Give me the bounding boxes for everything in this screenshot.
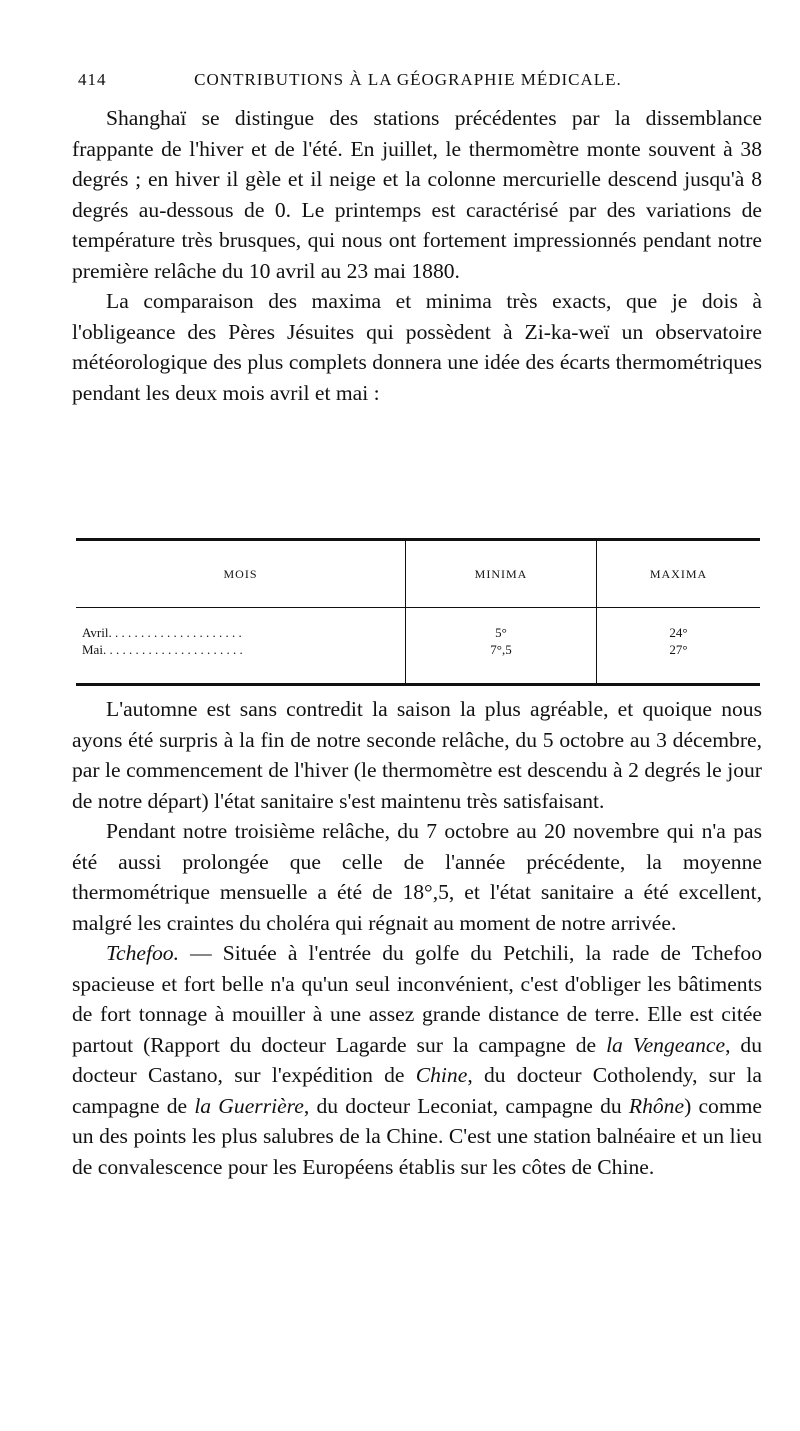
maxima-cell [597,608,761,685]
minima-mai: 7°,5 [490,642,512,657]
col-header-minima: MINIMA [406,540,597,608]
text-segment: , du docteur Castano, sur l'expédition de [72,1032,762,1087]
paragraph-shanghai: Shanghaï se distingue des stations précédentes par la dissemblance frappante de l'hiver et de l'été. En juillet, le thermomètre monte souvent à 38 degrés ; en hiver il gèle et il neige et la colonne mercurielle descend jusqu'à 8 degrés au-dessous de 0. Le printemps est caractérisé par des variations de température très brusques, qui nous ont fortement impressionnés pendant notre première relâche du 10 avril au 23 mai 1880. [72,106,762,283]
paragraph-tchefoo [72,938,762,1182]
temperature-table [76,538,760,686]
minima-cell [406,608,597,685]
paragraph-troisieme-relache: Pendant notre troisième relâche, du 7 octobre au 20 novembre qui n'a pas été aussi prolongée que celle de l'année précédente, la moyenne thermométrique mensuelle a été de 18°,5, et l'état sanitaire a été excellent, malgré les craintes du choléra qui régnait au moment de notre arrivée. [72,819,762,935]
col-header-mois: MOIS [76,540,406,608]
ship-name-vengeance: la Vengeance [606,1032,726,1057]
ship-name-rhone: Rhône [628,1093,685,1118]
mois-avril: Avril. . . . . . . . . . . . . . . . . . . . . [82,625,242,640]
minima-avril: 5° [495,625,507,640]
text-segment: , du docteur Cotholendy, sur la campagne de [72,1063,762,1118]
place-name-chine: Chine [415,1063,468,1087]
ship-name-guerriere: la Guerrière [194,1093,304,1118]
text-segment: , du docteur Leconiat, campagne du [303,1093,629,1118]
page-header [78,70,738,100]
place-name-tchefoo: Tchefoo. [106,941,179,965]
maxima-mai: 27° [669,642,688,657]
page-number: 414 [78,70,107,89]
maxima-avril: 24° [669,625,688,640]
text-segment: — Située à l'entrée du golfe du Petchili, la rade de Tchefoo spacieuse et fort belle n'a qu'un seul inconvénient, c'est d'obliger les bâtiments de fort tonnage à mouiller à une assez grande distance de terre. Elle est citée partout (Rapport du docteur Lagarde sur la campagne de [72,941,762,1057]
table-header-row [76,540,760,608]
table-row [76,608,760,685]
mois-cell [76,608,406,685]
text-segment: ) comme un des points les plus salubres de la Chine. C'est une station balnéaire et un lieu de convalescence pour les Européens établis sur les côtes de Chine. [72,1093,763,1179]
col-header-maxima: MAXIMA [597,540,761,608]
text-block-top [72,103,762,408]
running-title: CONTRIBUTIONS À LA GÉOGRAPHIE MÉDICALE. [194,70,622,89]
paragraph-automne: L'automne est sans contredit la saison la plus agréable, et quoique nous ayons été surpris à la fin de notre seconde relâche, du 5 octobre au 3 décembre, par le commencement de l'hiver (le thermomètre est descendu à 2 degrés le jour de notre départ) l'état sanitaire s'est maintenu très satisfaisant. [72,697,762,813]
mois-mai: Mai. . . . . . . . . . . . . . . . . . . . . . [82,642,243,657]
paragraph-comparison: La comparaison des maxima et minima très exacts, que je dois à l'obligeance des Pères Jésuites qui possèdent à Zi-ka-weï un observatoire météorologique des plus complets donnera une idée des écarts thermométriques pendant les deux mois avril et mai : [72,289,762,405]
text-block-bottom [72,694,762,1182]
